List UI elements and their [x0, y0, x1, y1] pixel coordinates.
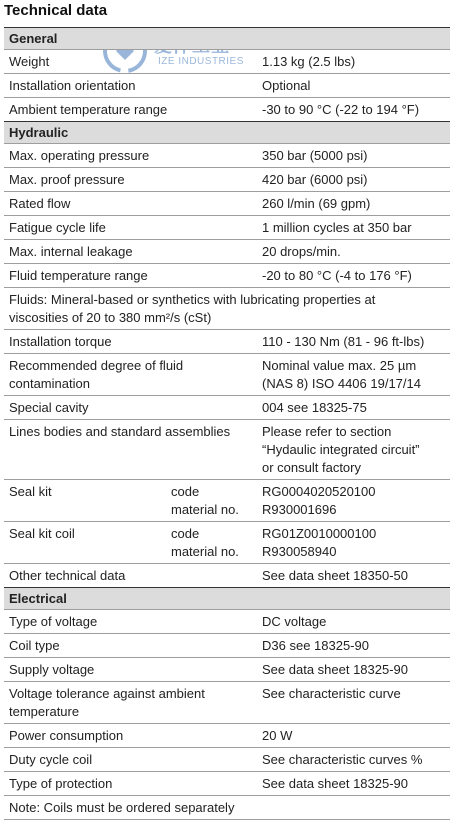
text-line: Please refer to section	[262, 424, 392, 439]
text-line: material no.	[171, 502, 239, 517]
row-value: See characteristic curve	[262, 686, 401, 701]
row-power-consumption	[4, 723, 450, 747]
row-label	[9, 357, 183, 393]
row-label: Installation orientation	[9, 78, 136, 93]
row-lines-bodies	[4, 419, 450, 479]
row-value: 1 million cycles at 350 bar	[262, 220, 412, 235]
row-label: Seal kit coil	[9, 526, 75, 541]
row-duty-cycle-coil	[4, 747, 450, 771]
row-value: 1.13 kg (2.5 lbs)	[262, 54, 356, 69]
row-value: See characteristic curves %	[262, 752, 423, 767]
row-max-operating-pressure	[4, 143, 450, 167]
row-label: Installation torque	[9, 334, 112, 349]
row-contamination	[4, 353, 450, 395]
watermark-english-text: IZE INDUSTRIES	[158, 56, 244, 67]
row-label: Power consumption	[9, 728, 124, 743]
row-type-of-voltage	[4, 609, 450, 633]
row-label: Max. operating pressure	[9, 148, 150, 163]
row-label: Seal kit	[9, 484, 52, 499]
row-value: DC voltage	[262, 614, 327, 629]
text-line: viscosities of 20 to 380 mm²/s (cSt)	[9, 310, 212, 325]
row-label: Weight	[9, 54, 50, 69]
row-value: See data sheet 18325-90	[262, 662, 409, 677]
row-value: 20 drops/min.	[262, 244, 341, 259]
row-label: Supply voltage	[9, 662, 95, 677]
page-title: Technical data	[4, 2, 108, 19]
row-label: Ambient temperature range	[9, 102, 168, 117]
text-line: (NAS 8) ISO 4406 19/17/14	[262, 376, 421, 391]
row-value: 20 W	[262, 728, 293, 743]
row-type-of-protection	[4, 771, 450, 795]
row-value: See data sheet 18325-90	[262, 776, 409, 791]
row-label: Duty cycle coil	[9, 752, 93, 767]
row-value: -20 to 80 °C (-4 to 176 °F)	[262, 268, 412, 283]
text-line: “Hydaulic integrated circuit”	[262, 442, 420, 457]
row-value: Optional	[262, 78, 311, 93]
row-seal-kit	[4, 479, 450, 521]
row-value: D36 see 18325-90	[262, 638, 369, 653]
text-line: R930058940	[262, 544, 337, 559]
row-value: See data sheet 18350-50	[262, 568, 409, 583]
row-label: Type of protection	[9, 776, 113, 791]
row-label: Type of voltage	[9, 614, 98, 629]
row-full-text	[9, 291, 439, 327]
row-label: Special cavity	[9, 400, 89, 415]
row-installation-orientation	[4, 73, 450, 97]
row-coil-type	[4, 633, 450, 657]
row-note	[4, 795, 450, 820]
row-subfield-labels	[171, 483, 239, 519]
section-header-hydraulic: Hydraulic	[4, 121, 450, 143]
text-line: contamination	[9, 376, 90, 391]
row-label: Rated flow	[9, 196, 71, 211]
row-fluid-temperature	[4, 263, 450, 287]
row-label: Lines bodies and standard assemblies	[9, 424, 231, 439]
row-installation-torque	[4, 329, 450, 353]
row-value	[262, 483, 376, 519]
row-max-internal-leakage	[4, 239, 450, 263]
row-value	[262, 525, 376, 561]
text-line: Voltage tolerance against ambient	[9, 686, 205, 701]
section-header-general: General	[4, 27, 450, 49]
row-value	[262, 423, 420, 477]
row-label	[9, 685, 205, 721]
row-label: Fatigue cycle life	[9, 220, 106, 235]
text-line: code	[171, 484, 200, 499]
text-line: RG01Z0010000100	[262, 526, 377, 541]
row-label: Max. proof pressure	[9, 172, 125, 187]
row-fatigue-cycle-life	[4, 215, 450, 239]
text-line: code	[171, 526, 200, 541]
text-line: Recommended degree of fluid	[9, 358, 184, 373]
row-rated-flow	[4, 191, 450, 215]
row-seal-kit-coil	[4, 521, 450, 563]
text-line: R930001696	[262, 502, 337, 517]
text-line: or consult factory	[262, 460, 361, 475]
row-value: 350 bar (5000 psi)	[262, 148, 368, 163]
row-fluids	[4, 287, 450, 329]
text-line: Nominal value max. 25 µm	[262, 358, 417, 373]
row-label: Fluid temperature range	[9, 268, 148, 283]
row-ambient-temperature	[4, 97, 450, 121]
text-line: temperature	[9, 704, 80, 719]
row-value	[262, 357, 421, 393]
section-header-electrical: Electrical	[4, 587, 450, 609]
text-line: Fluids: Mineral-based or synthetics with lubricating properties at	[9, 292, 376, 307]
row-special-cavity	[4, 395, 450, 419]
row-other-technical-data	[4, 563, 450, 587]
row-label: Coil type	[9, 638, 60, 653]
text-line: RG0004020520100	[262, 484, 376, 499]
row-weight	[4, 49, 450, 73]
row-value: -30 to 90 °C (-22 to 194 °F)	[262, 102, 420, 117]
technical-data-table	[4, 27, 450, 820]
row-voltage-tolerance	[4, 681, 450, 723]
row-supply-voltage	[4, 657, 450, 681]
note-text: Note: Coils must be ordered separately	[9, 800, 235, 815]
row-value: 004 see 18325-75	[262, 400, 367, 415]
row-label: Max. internal leakage	[9, 244, 133, 259]
row-value: 110 - 130 Nm (81 - 96 ft-lbs)	[262, 334, 425, 349]
row-value: 420 bar (6000 psi)	[262, 172, 368, 187]
row-max-proof-pressure	[4, 167, 450, 191]
text-line: material no.	[171, 544, 239, 559]
row-subfield-labels	[171, 525, 239, 561]
row-label: Other technical data	[9, 568, 126, 583]
row-value: 260 l/min (69 gpm)	[262, 196, 371, 211]
